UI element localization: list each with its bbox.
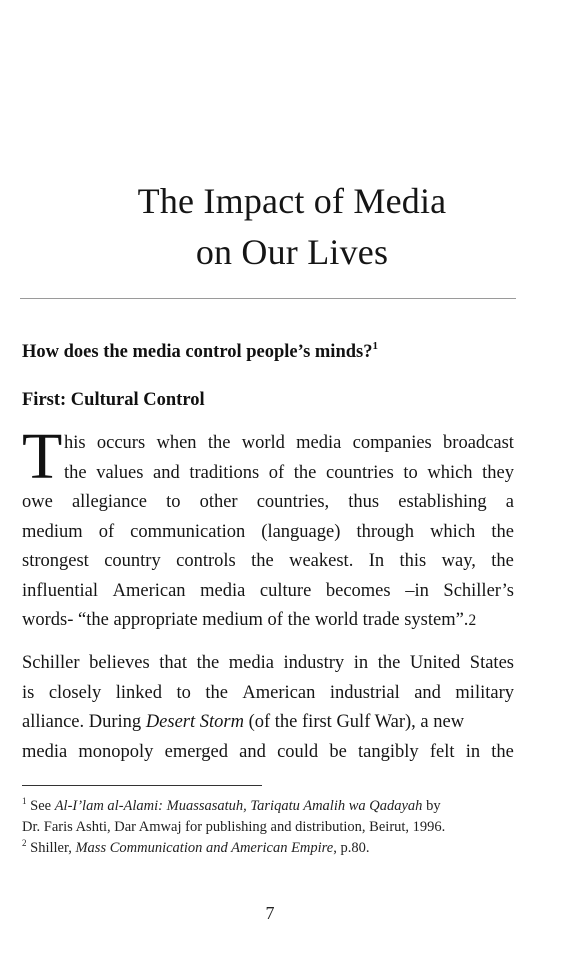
word: medium	[22, 521, 83, 542]
paragraph-1-line-text: words- “the appropriate medium of the world trade system”.	[22, 610, 469, 630]
footnote-1-number: 1	[22, 796, 27, 806]
word: media	[228, 653, 274, 673]
word: Schiller’s	[443, 580, 514, 601]
word: in	[465, 741, 481, 762]
paragraph-1-line	[22, 547, 514, 577]
footnotes	[22, 796, 522, 859]
paragraph-1-line-text	[22, 547, 514, 577]
word: in	[353, 653, 369, 673]
word: controls	[176, 551, 236, 571]
word: Schiller	[22, 653, 80, 673]
word: traditions	[189, 462, 260, 483]
word: closely	[48, 682, 102, 703]
word: the	[205, 682, 228, 703]
word: values	[96, 462, 144, 483]
word: occurs	[96, 433, 146, 453]
word: industrial	[329, 682, 400, 703]
paragraph-1-line	[22, 429, 514, 459]
paragraph-1-line-text	[22, 577, 514, 607]
word: States	[469, 653, 514, 673]
word: thus	[348, 492, 380, 512]
title-divider	[20, 298, 516, 299]
word: the	[251, 551, 274, 571]
word: through	[356, 521, 415, 542]
word: that	[159, 653, 188, 673]
word: the	[207, 433, 231, 453]
word: In	[368, 551, 385, 571]
word: which	[427, 462, 473, 483]
word: they	[482, 462, 514, 483]
word: industry	[283, 653, 345, 673]
word: countries	[325, 462, 394, 483]
word: a	[505, 492, 514, 512]
word: (language)	[261, 521, 341, 542]
word: broadcast	[443, 433, 514, 453]
chapter-title-line-2: on Our Lives	[195, 232, 389, 272]
word: which	[430, 521, 476, 542]
word: country	[104, 551, 161, 571]
word: be	[329, 741, 347, 762]
footnote-divider	[22, 785, 262, 786]
footnote-2-prefix: Shiller,	[26, 840, 76, 856]
paragraph-2-line	[22, 679, 514, 709]
word: owe	[22, 492, 53, 512]
paragraph-1-line-text	[64, 429, 514, 459]
word: becomes	[325, 580, 391, 601]
word: to	[166, 492, 181, 512]
word: monopoly	[78, 741, 154, 762]
word: communication	[130, 521, 246, 542]
word: the	[377, 653, 401, 673]
paragraph-2-line	[22, 649, 514, 679]
word: media	[22, 741, 68, 762]
paragraph-2-line-text	[22, 738, 514, 768]
word: companies	[352, 433, 432, 453]
footnote-1	[22, 796, 522, 817]
paragraph-2-line	[22, 738, 514, 768]
word: world	[241, 433, 285, 453]
paragraph-2-line-text	[22, 649, 514, 679]
word: and	[414, 682, 441, 703]
word: United	[409, 653, 461, 673]
word: weakest.	[289, 551, 354, 571]
paragraph-2-line	[22, 708, 514, 738]
paragraph-1-line	[22, 488, 514, 518]
word: felt	[429, 741, 455, 762]
word: the	[491, 741, 514, 762]
word: the	[491, 521, 514, 542]
word: believes	[89, 653, 150, 673]
word: the	[491, 551, 514, 571]
footnote-2	[22, 838, 522, 859]
word: the	[293, 462, 317, 483]
footnote-1-suffix: by	[422, 798, 441, 814]
word: countries,	[256, 492, 330, 512]
word: –in	[405, 580, 429, 601]
paragraph-1-line	[22, 606, 514, 636]
footnote-2-number: 2	[22, 838, 27, 848]
word: of	[98, 521, 115, 542]
word: culture	[259, 580, 312, 601]
word: this	[399, 551, 427, 571]
word: American	[242, 682, 316, 703]
drop-cap-letter: T	[22, 420, 63, 493]
section-question	[22, 340, 378, 364]
word: influential	[22, 580, 99, 601]
word: way,	[441, 551, 476, 571]
word: strongest	[22, 551, 89, 571]
footnote-2-suffix: , p.80.	[333, 840, 370, 856]
paragraph-2-line-3-start: alliance. During	[22, 712, 146, 732]
word: linked	[115, 682, 162, 703]
chapter-title-line-1: The Impact of Media	[137, 181, 447, 221]
word: emerged	[164, 741, 228, 762]
section-question-text: How does the media control people’s minds?	[22, 342, 373, 362]
footnote-ref-1: 1	[372, 340, 378, 352]
word: military	[455, 682, 514, 703]
paragraph-2-line-text	[22, 679, 514, 709]
word: is	[22, 682, 35, 703]
paragraph-1-line	[22, 577, 514, 607]
word: establishing	[398, 492, 487, 512]
word: and	[153, 462, 180, 483]
paragraph-1-line-text	[22, 488, 514, 518]
footnote-1-line-2: Dr. Faris Ashti, Dar Amwaj for publishing and distribution, Beirut, 1996.	[22, 819, 446, 835]
footnote-ref-2: 2	[468, 612, 477, 629]
paragraph-1-line-text	[22, 518, 514, 548]
footnote-1-title: Al-I’lam al-Alami: Muassasatuh, Tariqatu Amalih wa Qadayah	[54, 798, 423, 814]
word: American	[112, 580, 186, 601]
word: of	[268, 462, 285, 483]
word: media	[296, 433, 342, 453]
paragraph-1-line	[22, 518, 514, 548]
word: media	[200, 580, 246, 601]
word: to	[403, 462, 418, 483]
word: tangibly	[358, 741, 419, 762]
paragraph-1-line	[22, 459, 514, 489]
word: his	[64, 433, 86, 453]
word: could	[277, 741, 319, 762]
word: the	[64, 462, 87, 483]
desert-storm-italic: Desert Storm	[145, 712, 244, 732]
paragraph-1	[22, 420, 514, 636]
paragraph-1-line-text	[64, 459, 514, 489]
word: allegiance	[71, 492, 147, 512]
word: to	[176, 682, 191, 703]
word: other	[199, 492, 238, 512]
paragraph-2	[22, 649, 514, 767]
page-number: 7	[265, 903, 275, 923]
footnote-2-title: Mass Communication and American Empire	[75, 840, 334, 856]
word: when	[156, 433, 197, 453]
paragraph-2-line-3-end: (of the first Gulf War), a new	[243, 712, 465, 732]
word: the	[196, 653, 220, 673]
paragraph-2-line-text	[22, 708, 464, 738]
section-subheading: First: Cultural Control	[22, 390, 205, 410]
word: and	[239, 741, 266, 762]
footnote-1-prefix: See	[26, 798, 55, 814]
